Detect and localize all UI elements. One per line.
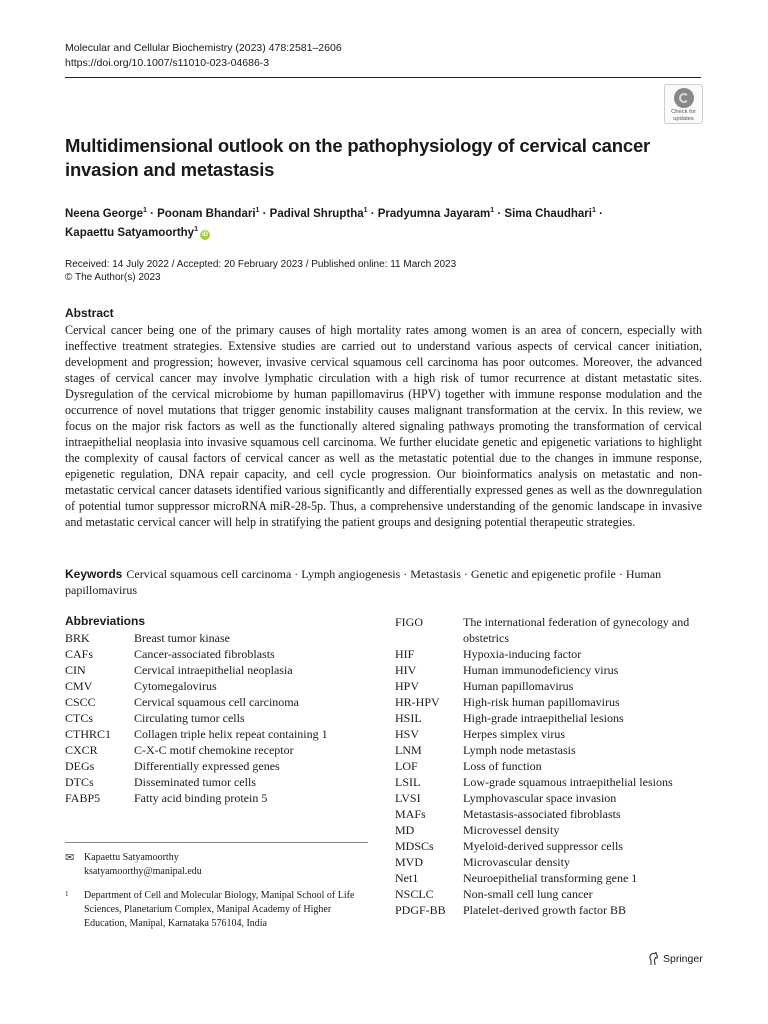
orcid-icon[interactable]: iD (202, 231, 208, 238)
abbr-term: BRK (65, 631, 90, 645)
abbr-definition: Lymphovascular space invasion (463, 791, 617, 805)
abbr-definition: Human immunodeficiency virus (463, 663, 619, 677)
abbreviation-row (395, 870, 703, 886)
abbr-term: NSCLC (395, 887, 434, 901)
envelope-icon: ✉ (65, 852, 75, 864)
history-dates: Received: 14 July 2022 / Accepted: 20 February 2023 / Published online: 11 March 2023 (65, 259, 457, 270)
abbr-term: PDGF-BB (395, 903, 446, 917)
abbreviation-row (395, 694, 703, 710)
abbr-definition: Cytomegalovirus (134, 679, 217, 693)
header-rule (65, 77, 701, 78)
badge-line-2: updates (673, 116, 694, 122)
abbr-term: CTCs (65, 711, 94, 725)
abbr-term: DTCs (65, 775, 94, 789)
author-separator: · (595, 207, 603, 220)
abbr-definition: Microvascular density (463, 855, 570, 869)
check-for-updates-badge[interactable] (664, 84, 703, 124)
abbr-definition: Fatty acid binding protein 5 (134, 791, 268, 805)
keywords-text: Cervical squamous cell carcinoma · Lymph angiogenesis · Metastasis · Genetic and epigenetic profile · Human papillomavirus (65, 567, 662, 597)
abbr-term: CMV (65, 679, 93, 693)
author-separator: · (367, 207, 378, 220)
corresponding-name: Kapaettu Satyamoorthy (84, 852, 179, 863)
abbr-term: FIGO (395, 615, 424, 629)
abbr-term: HPV (395, 679, 420, 693)
abbr-definition: The international federation of gynecology and obstetrics (463, 615, 690, 645)
abbreviation-row (65, 710, 328, 726)
abbreviation-row (395, 726, 703, 742)
author-name[interactable]: Poonam Bhandari (157, 207, 256, 220)
abbr-definition: Herpes simplex virus (463, 727, 565, 741)
abbr-term: MDSCs (395, 839, 434, 853)
abbr-definition: Collagen triple helix repeat containing 1 (134, 727, 328, 741)
author-affiliation-mark: 1 (255, 207, 260, 214)
abbr-term: HIV (395, 663, 417, 677)
publisher-logo (648, 952, 703, 966)
author-affiliation-mark: 1 (142, 207, 147, 214)
abbr-term: MD (395, 823, 415, 837)
author-list (65, 203, 665, 241)
author-name[interactable]: Kapaettu Satyamoorthy (65, 226, 195, 239)
abbr-term: LNM (395, 743, 422, 757)
abbr-definition: Differentially expressed genes (134, 759, 280, 773)
abbr-definition: Circulating tumor cells (134, 711, 245, 725)
author-separator: · (259, 207, 270, 220)
abbreviation-row (395, 822, 703, 838)
article-title: Multidimensional outlook on the pathophysiology of cervical cancer invasion and metastasis (65, 135, 651, 180)
abbr-definition: High-grade intraepithelial lesions (463, 711, 624, 725)
author-separator: · (494, 207, 505, 220)
author-name[interactable]: Pradyumna Jayaram (377, 207, 491, 220)
abbreviation-row (395, 678, 703, 694)
abstract-text: Cervical cancer being one of the primary causes of high mortality rates among women is an area of concern, especially with ineffective treatment strategies. Extensive studies are carried out to understand various aspects of cervical cancer initiation, development and progression; however, invasive cervical squamous cell carcinoma has poor outcomes. Moreover, the advanced stages of cervical cancer may involve lymphatic circulation with a high risk of tumor recurrence at distant metastatic sites. Dysregulation of the cervical microbiome by human papillomavirus (HPV) together with immune response modulation and the occurrence of novel mutations that trigger genomic instability causes malignant transformation at the cervix. In this review, we focus on the major risk factors as well as the functionally altered signaling pathways promoting the transformation of cervical intraepithelial neoplasia into invasive squamous cell carcinoma. We further elucidate genetic and epigenetic variations to highlight the complexity of causal factors of cervical cancer as well as the metastatic potential due to the changes in immune response, epigenetic regulation, DNA repair capacity, and cell cycle progression. Our bioinformatics analysis on metastatic and non-metastatic cervical cancer datasets identified various significantly and differentially expressed genes as well as the downregulation of potential tumor suppressor microRNA miR-28-5p. Thus, a comprehensive understanding of the genomic landscape in invasive and metastatic cervical cancer will help in stratifying the patient groups and designing potential therapeutic strategies. (65, 323, 702, 529)
author-name[interactable]: Padival Shruptha (269, 207, 364, 220)
abbreviation-row (65, 630, 328, 646)
abbr-term: HR-HPV (395, 695, 440, 709)
abbr-definition: Cervical intraepithelial neoplasia (134, 663, 293, 677)
abbr-term: HSIL (395, 711, 422, 725)
abbr-term: LOF (395, 759, 418, 773)
author-affiliation-mark: 1 (490, 207, 495, 214)
abbr-term: HIF (395, 647, 415, 661)
abbr-term: FABP5 (65, 791, 101, 805)
abbr-term: CSCC (65, 695, 96, 709)
affiliation-footnote (65, 889, 374, 931)
abbr-definition: Disseminated tumor cells (134, 775, 256, 789)
abbr-term: HSV (395, 727, 420, 741)
abbr-term: DEGs (65, 759, 95, 773)
abbreviation-row (65, 694, 328, 710)
abbr-definition: Metastasis-associated fibroblasts (463, 807, 621, 821)
abbreviation-row (65, 662, 328, 678)
abbreviation-row (65, 758, 328, 774)
abbr-term: CTHRC1 (65, 727, 112, 741)
keywords (65, 566, 702, 598)
abbreviation-row (395, 790, 703, 806)
abbr-definition: Cancer-associated fibroblasts (134, 647, 275, 661)
abbreviation-row (395, 646, 703, 662)
abbr-definition: Low-grade squamous intraepithelial lesions (463, 775, 673, 789)
abbr-definition: Hypoxia-inducing factor (463, 647, 582, 661)
abbreviation-row (395, 710, 703, 726)
abbreviation-row (65, 646, 328, 662)
abbr-definition: Platelet-derived growth factor BB (463, 903, 626, 917)
article-dates (65, 258, 456, 284)
affiliation-number: 1 (65, 890, 69, 898)
abbr-definition: Cervical squamous cell carcinoma (134, 695, 299, 709)
abbreviation-row (395, 806, 703, 822)
update-check-icon (674, 88, 694, 108)
abbr-definition: Myeloid-derived suppressor cells (463, 839, 623, 853)
abbreviation-row (395, 662, 703, 678)
abbreviations-right-column (395, 614, 703, 918)
copyright: © The Author(s) 2023 (65, 272, 161, 283)
publisher-name: Springer (663, 953, 703, 965)
corresponding-author (65, 851, 202, 879)
badge-line-1: Check for (671, 109, 696, 115)
abbr-definition: High-risk human papillomavirus (463, 695, 620, 709)
abbr-term: CIN (65, 663, 86, 677)
abbreviation-row (65, 726, 328, 742)
author-affiliation-mark: 1 (363, 207, 368, 214)
abbr-definition: Lymph node metastasis (463, 743, 576, 757)
abbreviation-row (65, 774, 328, 790)
abbreviation-row (65, 678, 328, 694)
abbr-term: LSIL (395, 775, 421, 789)
abbr-definition: Microvessel density (463, 823, 560, 837)
abbr-definition: C-X-C motif chemokine receptor (134, 743, 294, 757)
abbreviation-row (395, 902, 703, 918)
abbreviation-row (395, 742, 703, 758)
abbreviation-row (395, 838, 703, 854)
abbr-definition: Human papillomavirus (463, 679, 574, 693)
abbreviation-row (395, 886, 703, 902)
abbr-term: CAFs (65, 647, 94, 661)
abbreviation-row (65, 790, 328, 806)
abbreviation-row (65, 742, 328, 758)
journal-citation: Molecular and Cellular Biochemistry (2023) 478:2581–2606 (65, 42, 342, 54)
abbr-term: MAFs (395, 807, 426, 821)
abbreviation-row (395, 758, 703, 774)
author-affiliation-mark: 1 (194, 225, 198, 233)
abbr-term: Net1 (395, 871, 419, 885)
keywords-label: Keywords (65, 567, 123, 581)
abbr-definition: Non-small cell lung cancer (463, 887, 593, 901)
author-affiliation-mark: 1 (591, 207, 596, 214)
journal-header (65, 41, 342, 71)
corresponding-email[interactable]: ksatyamoorthy@manipal.edu (84, 866, 202, 877)
abbr-term: CXCR (65, 743, 98, 757)
abstract-heading: Abstract (65, 306, 114, 320)
doi-link[interactable]: https://doi.org/10.1007/s11010-023-04686-3 (65, 57, 270, 69)
abbreviation-row (395, 854, 703, 870)
author-name[interactable]: Sima Chaudhari (504, 207, 592, 220)
abbr-definition: Breast tumor kinase (134, 631, 230, 645)
abbr-definition: Neuroepithelial transforming gene 1 (463, 871, 638, 885)
abbreviation-row (395, 614, 703, 646)
abbreviations-left-column (65, 630, 328, 806)
abbr-definition: Loss of function (463, 759, 542, 773)
author-name[interactable]: Neena George (65, 207, 143, 220)
footnote-rule (65, 842, 368, 843)
abbr-term: LVSI (395, 791, 421, 805)
springer-horse-icon (648, 952, 659, 966)
abbreviations-heading: Abbreviations (65, 614, 146, 628)
abbreviation-row (395, 774, 703, 790)
author-separator: · (146, 207, 158, 220)
affiliation-text: Department of Cell and Molecular Biology, Manipal School of Life Sciences, Planetarium Complex, Manipal Academy of Higher Education, Manipal, Karnataka 576104, India (84, 890, 355, 929)
abbr-term: MVD (395, 855, 424, 869)
